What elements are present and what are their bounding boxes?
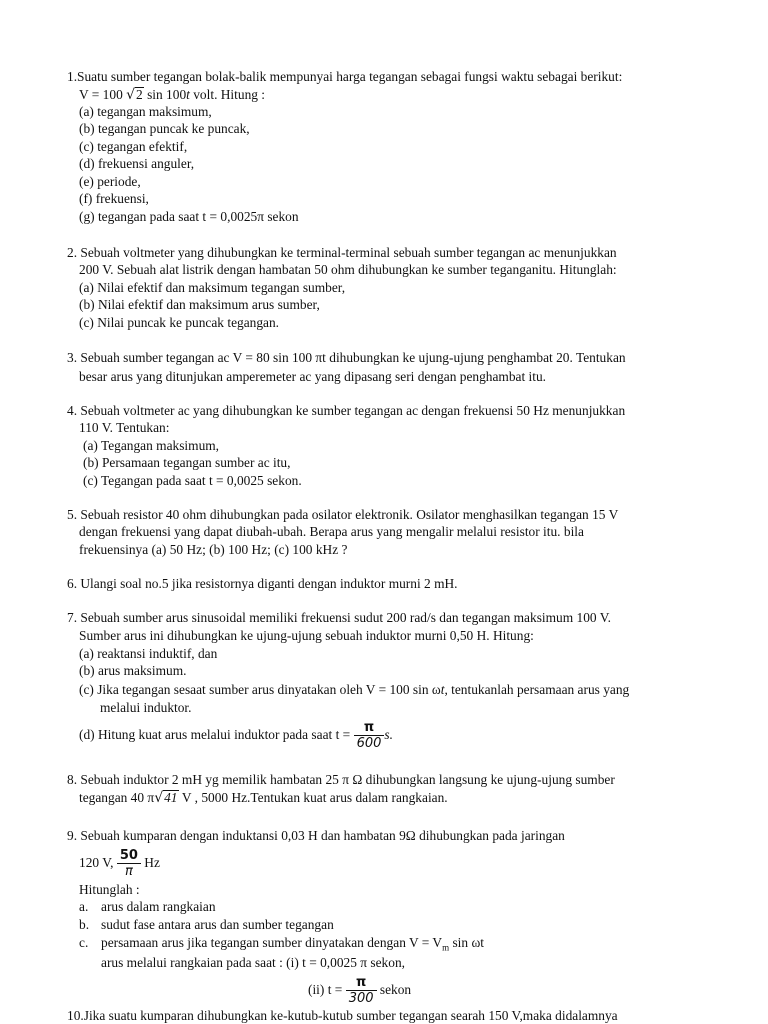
- q4-item-c: (c) Tegangan pada saat t = 0,0025 sekon.: [83, 473, 302, 488]
- q8-text: 8. Sebuah induktor 2 mH yg memilik hambatan 25 π Ω dihubungkan langsung ke ujung-ujung sumber: [67, 772, 615, 787]
- q9-text-2: 120 V, $\frac{50}{\pi}$ Hz: [79, 848, 160, 880]
- fraction-pi-300: $\frac{\pi}{300}$: [346, 975, 377, 1006]
- q8-text-2: tegangan 40 π√41 V , 5000 Hz.Tentukan kuat arus dalam rangkaian.: [79, 790, 448, 806]
- q5-text: 5. Sebuah resistor 40 ohm dihubungkan pada osilator elektronik. Osilator menghasilkan tegangan 15 V: [67, 507, 619, 522]
- q9-text-3: Hitunglah :: [79, 882, 140, 897]
- q1-item-a: (a) tegangan maksimum,: [79, 104, 212, 119]
- q9-item-a: arus dalam rangkaian: [101, 899, 216, 914]
- q7-text-2: Sumber arus ini dihubungkan ke ujung-ujung sebuah induktor murni 0,50 H. Hitung:: [79, 628, 534, 643]
- q1-text: 1.Suatu sumber tegangan bolak-balik mempunyai harga tegangan sebagai fungsi waktu sebagai berikut:: [67, 69, 623, 84]
- q3-text: 3. Sebuah sumber tegangan ac V = 80 sin 100 πt dihubungkan ke ujung-ujung penghambat 20. Tentukan: [67, 350, 626, 365]
- q7-item-c-cont: melalui induktor.: [100, 700, 192, 715]
- fraction-50-pi: $\frac{50}{\pi}$: [117, 848, 141, 879]
- q9-text: 9. Sebuah kumparan dengan induktansi 0,03 H dan hambatan 9Ω dihubungkan pada jaringan: [67, 828, 565, 843]
- q7-item-d: (d) Hitung kuat arus melalui induktor pada saat t = $\frac{\pi}{600}$ s.: [79, 720, 393, 752]
- q4-text-2: 110 V. Tentukan:: [79, 420, 170, 435]
- q5-text-2: dengan frekuensi yang dapat diubah-ubah. Berapa arus yang mengalir melalui resistor itu. bila: [79, 524, 584, 539]
- q4-text: 4. Sebuah voltmeter ac yang dihubungkan ke sumber tegangan ac dengan frekuensi 50 Hz menunjukkan: [67, 403, 626, 418]
- q9-item-b: sudut fase antara arus dan sumber tegangan: [101, 917, 334, 932]
- q1-item-c: (c) tegangan efektif,: [79, 139, 188, 154]
- q2-item-a: (a) Nilai efektif dan maksimum tegangan sumber,: [79, 280, 346, 295]
- q1-item-d: (d) frekuensi anguler,: [79, 156, 195, 171]
- q6-text: 6. Ulangi soal no.5 jika resistornya diganti dengan induktor murni 2 mH.: [67, 576, 458, 591]
- fraction-pi-600: $\frac{\pi}{600}$: [354, 720, 385, 751]
- q2-item-b: (b) Nilai efektif dan maksimum arus sumber,: [79, 297, 320, 312]
- q9-item-c-ii: (ii) t = $\frac{\pi}{300}$ sekon: [308, 975, 412, 1007]
- q1-item-g: (g) tegangan pada saat t = 0,0025π sekon: [79, 209, 299, 224]
- q2-item-c: (c) Nilai puncak ke puncak tegangan.: [79, 315, 280, 330]
- q7-item-b: (b) arus maksimum.: [79, 663, 187, 678]
- q9-item-a-marker: a.: [79, 899, 89, 914]
- q1-item-e: (e) periode,: [79, 174, 141, 189]
- q1-item-f: (f) frekuensi,: [79, 191, 149, 206]
- q9-item-c-marker: c.: [79, 935, 89, 950]
- q7-text: 7. Sebuah sumber arus sinusoidal memiliki frekuensi sudut 200 rad/s dan tegangan maksimum 100 V.: [67, 610, 611, 625]
- q9-item-c: persamaan arus jika tegangan sumber dinyatakan dengan $V = V_m$ sin ωt: [101, 935, 484, 953]
- q4-item-a: (a) Tegangan maksimum,: [83, 438, 220, 453]
- q3-text-2: besar arus yang ditunjukan amperemeter ac yang dipasang seri dengan penghambat itu.: [79, 369, 547, 384]
- q9-item-c-cont: arus melalui rangkaian pada saat : (i) t = 0,0025 π sekon,: [101, 955, 405, 970]
- q5-text-3: frekuensinya (a) 50 Hz; (b) 100 Hz; (c) 100 kHz ?: [79, 542, 348, 557]
- q9-item-b-marker: b.: [79, 917, 90, 932]
- q2-text-2: 200 V. Sebuah alat listrik dengan hambatan 50 ohm dihubungkan ke sumber teganganitu. Hitunglah:: [79, 262, 617, 277]
- q1-item-b: (b) tegangan puncak ke puncak,: [79, 121, 250, 136]
- q7-item-c: (c) Jika tegangan sesaat sumber arus dinyatakan oleh V = 100 sin ωt, tentukanlah persamaan arus yang: [79, 682, 630, 697]
- q10-text: 10.Jika suatu kumparan dihubungkan ke-kutub-kutub sumber tegangan searah 150 V,maka didalamnya: [67, 1008, 618, 1023]
- q1-equation: V = 100 √2 sin 100t volt. Hitung :: [79, 87, 266, 103]
- q4-item-b: (b) Persamaan tegangan sumber ac itu,: [83, 455, 291, 470]
- q2-text: 2. Sebuah voltmeter yang dihubungkan ke terminal-terminal sebuah sumber tegangan ac menunjukkan: [67, 245, 617, 260]
- q7-item-a: (a) reaktansi induktif, dan: [79, 646, 218, 661]
